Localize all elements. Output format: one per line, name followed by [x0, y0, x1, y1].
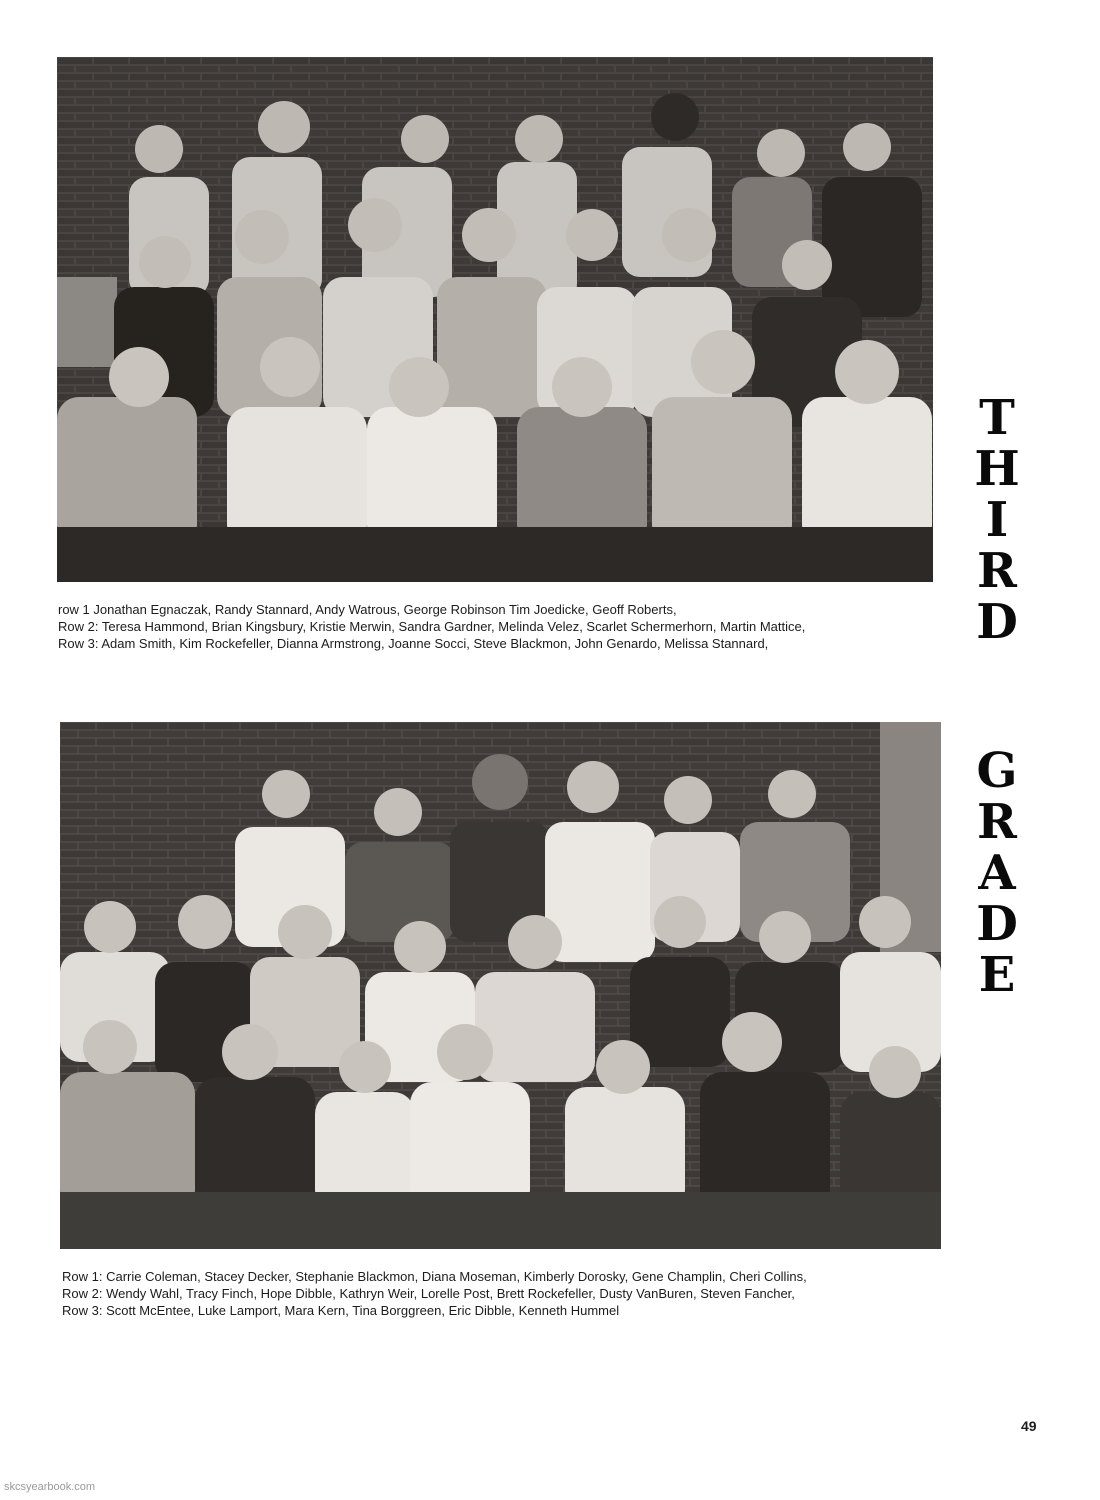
title-letter: G — [976, 743, 1018, 799]
class-photo-1-image — [57, 57, 933, 582]
caption-line: Row 3: Adam Smith, Kim Rockefeller, Dianna Armstrong, Joanne Socci, Steve Blackmon, John Genardo, Melissa Stannard, — [58, 636, 769, 651]
caption-line: Row 2: Wendy Wahl, Tracy Finch, Hope Dibble, Kathryn Weir, Lorelle Post, Brett Rockefeller, Dusty VanBuren, Steven Fancher, — [62, 1286, 795, 1301]
caption-line: row 1 Jonathan Egnaczak, Randy Stannard, Andy Watrous, George Robinson Tim Joedicke, Geoff Roberts, — [58, 602, 677, 617]
class-photo-2 — [60, 722, 941, 1249]
photo-1-caption — [58, 601, 805, 652]
title-letter: A — [978, 845, 1016, 901]
title-letter: R — [977, 794, 1017, 850]
title-letter: R — [977, 543, 1017, 599]
title-letter: D — [976, 896, 1018, 952]
photo-2-caption — [62, 1268, 807, 1319]
title-letter: E — [978, 947, 1016, 1003]
class-photo-2-image — [60, 722, 941, 1249]
title-letter: D — [976, 594, 1018, 650]
caption-line: Row 3: Scott McEntee, Luke Lamport, Mara Kern, Tina Borggreen, Eric Dibble, Kenneth Hummel — [62, 1303, 620, 1318]
title-letter: H — [974, 441, 1020, 497]
title-letter: T — [979, 390, 1015, 446]
page-number: 49 — [1021, 1418, 1037, 1434]
title-grade — [962, 743, 1032, 1003]
caption-line: Row 1: Carrie Coleman, Stacey Decker, Stephanie Blackmon, Diana Moseman, Kimberly Dorosky, Gene Champlin, Cheri Collins, — [62, 1269, 807, 1284]
class-photo-1 — [57, 57, 933, 582]
watermark: skcsyearbook.com — [4, 1481, 96, 1493]
title-letter: I — [985, 492, 1009, 548]
title-third — [962, 390, 1032, 650]
caption-line: Row 2: Teresa Hammond, Brian Kingsbury, Kristie Merwin, Sandra Gardner, Melinda Velez, Scarlet Schermerhorn, Martin Mattice, — [58, 619, 806, 634]
